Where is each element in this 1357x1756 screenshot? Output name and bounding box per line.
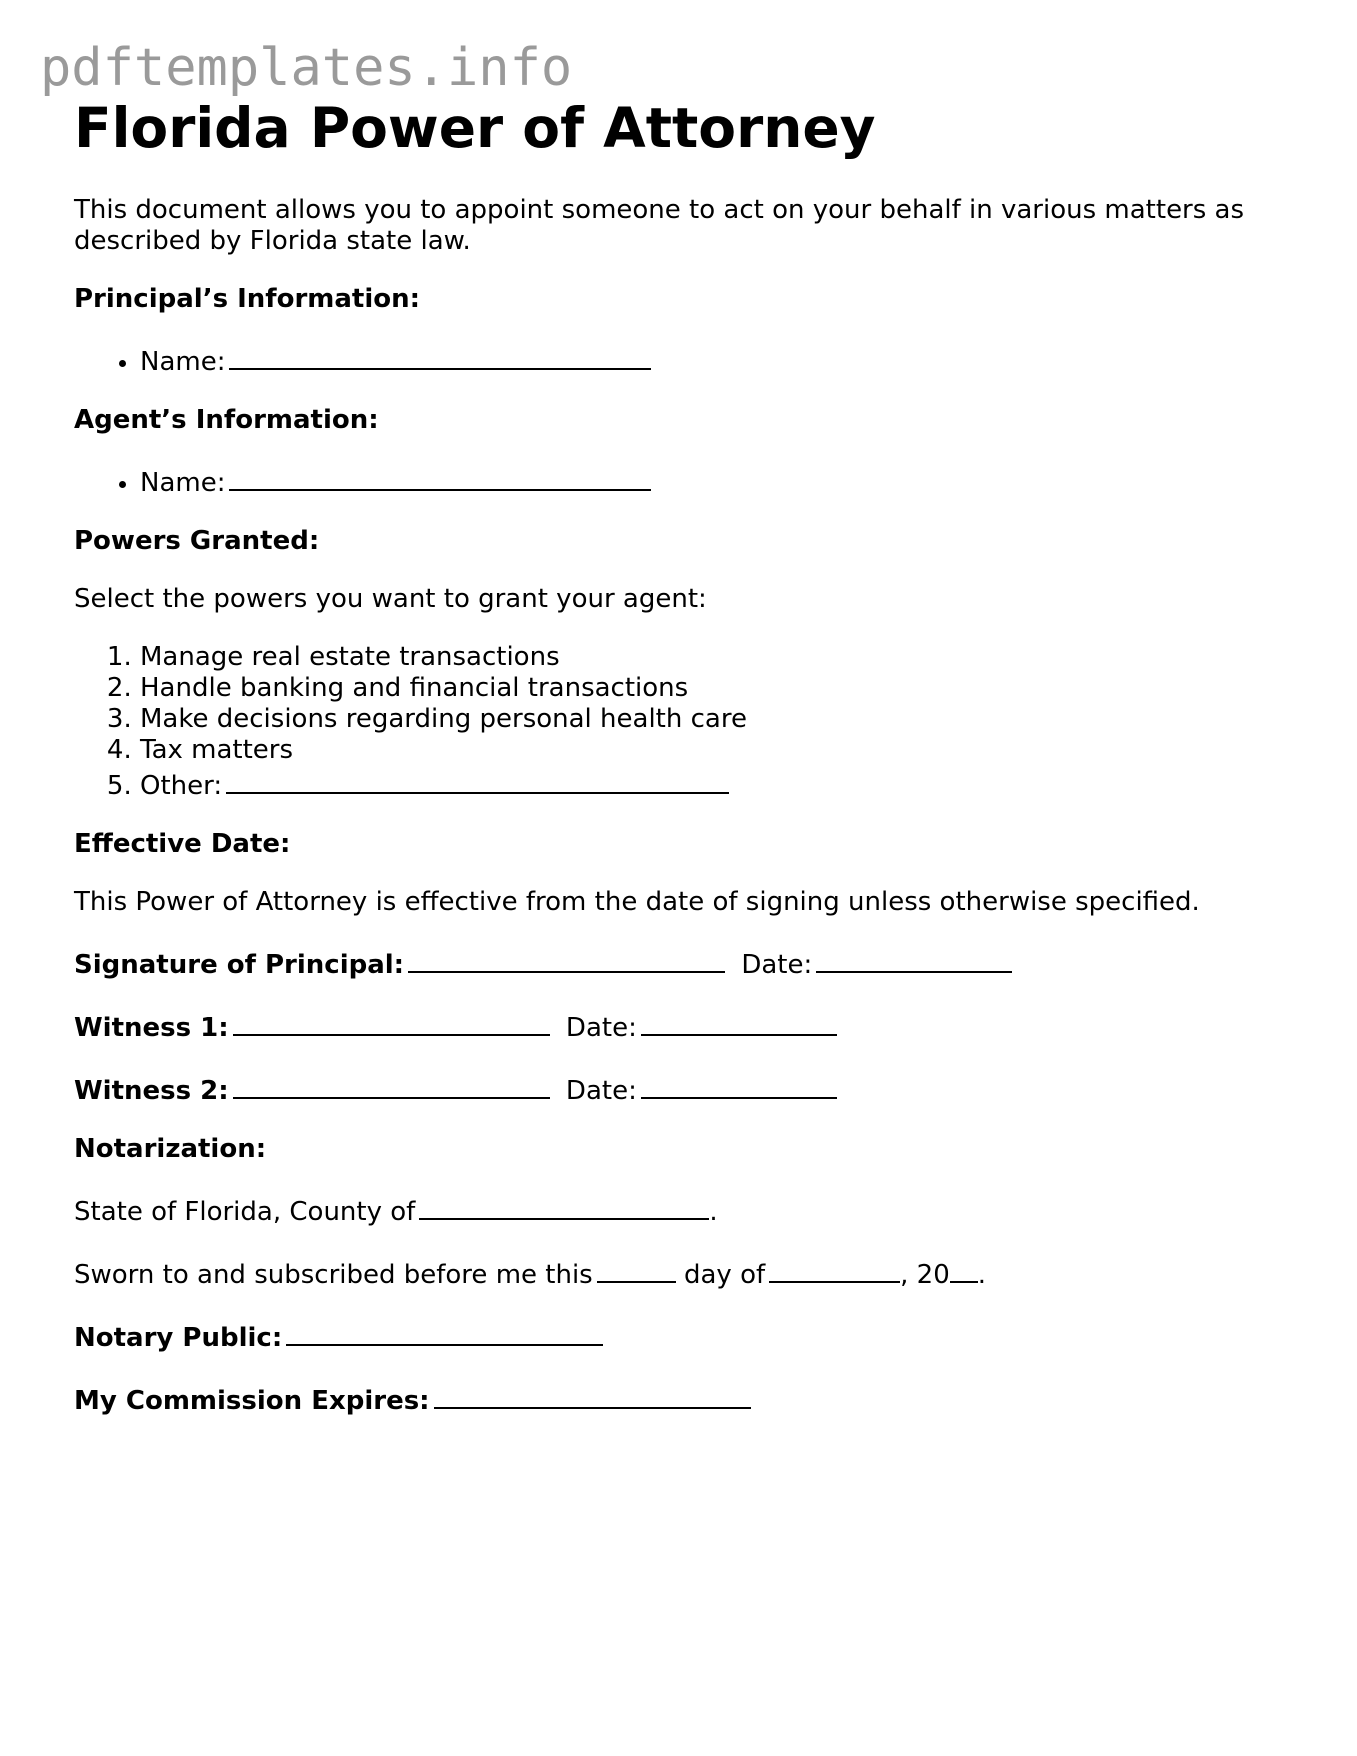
commission-field[interactable] xyxy=(434,1381,751,1409)
effective-heading: Effective Date: xyxy=(74,829,291,859)
notary-line xyxy=(74,1318,1294,1354)
power-item: 2. Handle banking and financial transactions xyxy=(140,673,1294,704)
watermark: pdftemplates.info xyxy=(40,38,573,98)
principal-signature-field[interactable] xyxy=(408,945,725,973)
witness1-date-field[interactable] xyxy=(641,1008,837,1036)
sworn-label: Sworn to and subscribed before me this xyxy=(74,1260,593,1290)
year-period: . xyxy=(977,1260,987,1290)
agent-name-field[interactable] xyxy=(229,463,651,491)
year-prefix: , 20 xyxy=(900,1260,950,1290)
other-power-field[interactable] xyxy=(226,766,729,794)
principal-name-field[interactable] xyxy=(229,342,651,370)
agent-heading: Agent’s Information: xyxy=(74,405,379,435)
principal-date-label: Date: xyxy=(741,950,813,980)
day-of-label: day of xyxy=(683,1260,766,1290)
power-item: 3. Make decisions regarding personal health care xyxy=(140,704,1294,735)
powers-instruction: Select the powers you want to grant your agent: xyxy=(74,584,707,614)
witness2-date-field[interactable] xyxy=(641,1071,837,1099)
intro-text: This document allows you to appoint someone to act on your behalf in various matters as described by Florida state law. xyxy=(74,195,1245,256)
document-page xyxy=(74,96,1294,1417)
agent-name-label: Name: xyxy=(140,468,226,498)
effective-text: This Power of Attorney is effective from the date of signing unless otherwise specified. xyxy=(74,887,1200,917)
other-label: Other: xyxy=(140,771,223,801)
witness2-label: Witness 2: xyxy=(74,1076,229,1106)
principal-name-item xyxy=(140,342,1294,378)
notarization-heading: Notarization: xyxy=(74,1134,267,1164)
witness1-line xyxy=(74,1008,1294,1044)
powers-list xyxy=(74,642,1294,802)
principal-signature-label: Signature of Principal: xyxy=(74,950,405,980)
principal-signature-line xyxy=(74,945,1294,981)
notary-field[interactable] xyxy=(286,1318,603,1346)
sworn-line xyxy=(74,1255,1294,1291)
sworn-day-field[interactable] xyxy=(597,1255,676,1283)
county-period: . xyxy=(709,1197,718,1227)
witness2-signature-field[interactable] xyxy=(233,1071,550,1099)
agent-list xyxy=(74,463,1294,499)
commission-line xyxy=(74,1381,1294,1417)
principal-heading: Principal’s Information: xyxy=(74,284,421,314)
county-field[interactable] xyxy=(419,1192,709,1220)
agent-name-item xyxy=(140,463,1294,499)
sworn-month-field[interactable] xyxy=(769,1255,900,1283)
principal-date-field[interactable] xyxy=(816,945,1012,973)
power-item-other xyxy=(140,766,1294,802)
power-item: 4. Tax matters xyxy=(140,735,1294,766)
principal-name-label: Name: xyxy=(140,347,226,377)
witness1-label: Witness 1: xyxy=(74,1013,229,1043)
county-label: State of Florida, County of xyxy=(74,1197,416,1227)
witness2-date-label: Date: xyxy=(565,1076,637,1106)
power-item: 1. Manage real estate transactions xyxy=(140,642,1294,673)
witness1-date-label: Date: xyxy=(565,1013,637,1043)
county-line xyxy=(74,1192,1294,1228)
sworn-year-field[interactable] xyxy=(950,1255,978,1283)
witness1-signature-field[interactable] xyxy=(233,1008,550,1036)
principal-list xyxy=(74,342,1294,378)
commission-label: My Commission Expires: xyxy=(74,1386,430,1416)
powers-heading: Powers Granted: xyxy=(74,526,320,556)
notary-label: Notary Public: xyxy=(74,1323,283,1353)
page-title: Florida Power of Attorney xyxy=(74,96,876,160)
witness2-line xyxy=(74,1071,1294,1107)
